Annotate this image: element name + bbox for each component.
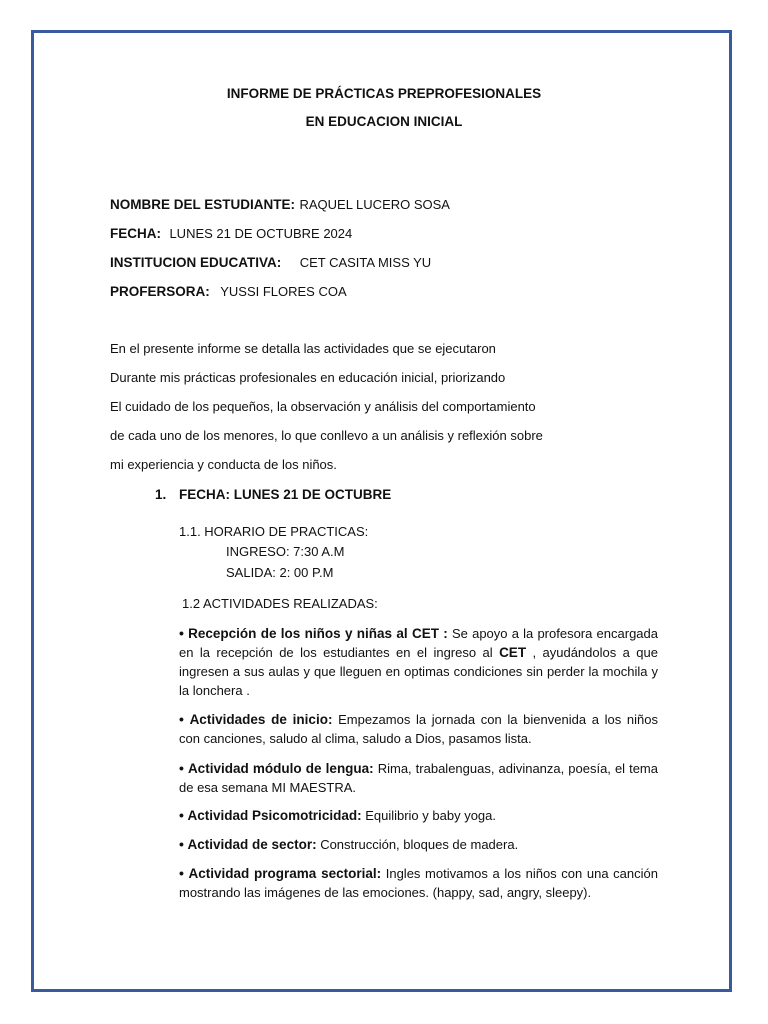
activity-label: Actividad módulo de lengua: [187,761,374,776]
activity-emphasis: CET [499,645,527,660]
date-value: LUNES 21 DE OCTUBRE 2024 [169,226,353,241]
activity-text: Rima, trabalenguas, adivinanza, poesía, el tema de esa semana MI MAESTRA. [179,761,658,795]
student-row [110,196,450,214]
bullet: • [179,807,184,823]
intro-line: mi experiencia y conducta de los niños. [110,457,337,472]
student-value: RAQUEL LUCERO SOSA [299,197,450,212]
activity-item [179,759,658,797]
activity-text: Equilibrio y baby yoga. [361,808,496,823]
bullet: • [179,865,184,881]
bullet: • [179,836,184,852]
intro-line: El cuidado de los pequeños, la observación y análisis del comportamiento [110,399,536,414]
intro-line: de cada uno de los menores, lo que conllevo a un análisis y reflexión sobre [110,428,543,443]
activity-label: Actividad Psicomotricidad: [187,808,362,823]
teacher-label: PROFERSORA: [110,284,210,299]
date-row [110,225,352,243]
teacher-row [110,283,347,301]
section-1-number: 1. [155,487,167,502]
activity-item [179,864,658,902]
activity-item [179,835,658,854]
activity-text: , ayudándolos a que ingresen a sus aulas y que lleguen en optimas condiciones sin perder la mochila y la lonchera . [179,645,659,698]
activity-label: Actividad de sector: [187,837,317,852]
activity-text: Se apoyo a la profesora encargada en la recepción de los estudiantes en el ingreso al [179,626,658,660]
institution-label: INSTITUCION EDUCATIVA: [110,255,282,270]
report-subtitle: EN EDUCACION INICIAL [305,114,463,129]
institution-row [110,254,431,272]
student-label: NOMBRE DEL ESTUDIANTE: [110,197,296,212]
activity-item [179,710,658,748]
intro-line: En el presente informe se detalla las actividades que se ejecutaron [110,341,496,356]
activity-text: Empezamos la jornada con la bienvenida a los niños con canciones, saludo al clima, saludo a Dios, pasamos lista. [179,712,658,746]
activity-item [179,624,658,700]
activity-label: Actividad programa sectorial: [188,866,382,881]
intro-line: Durante mis prácticas profesionales en educación inicial, priorizando [110,370,506,385]
section-1-heading: FECHA: LUNES 21 DE OCTUBRE [179,487,392,502]
schedule-entry: INGRESO: 7:30 A.M [226,544,345,559]
bullet: • [179,711,184,727]
date-label: FECHA: [110,226,161,241]
report-title: INFORME DE PRÁCTICAS PREPROFESIONALES [226,86,542,101]
schedule-heading: 1.1. HORARIO DE PRACTICAS: [179,524,369,539]
bullet: • [179,625,184,641]
activity-label: Recepción de los niños y niñas al CET : [188,626,448,641]
schedule-exit: SALIDA: 2: 00 P.M [226,565,334,580]
bullet: • [179,760,184,776]
teacher-value: YUSSI FLORES COA [220,284,347,299]
activities-heading: 1.2 ACTIVIDADES REALIZADAS: [182,596,378,611]
activity-text: Ingles motivamos a los niños con una canción mostrando las imágenes de las emociones. (happy, sad, angry, sleepy). [179,866,658,900]
activity-item [179,806,658,825]
activity-label: Actividades de inicio: [189,712,333,727]
institution-value: CET CASITA MISS YU [299,255,432,270]
activity-text: Construcción, bloques de madera. [316,837,519,852]
